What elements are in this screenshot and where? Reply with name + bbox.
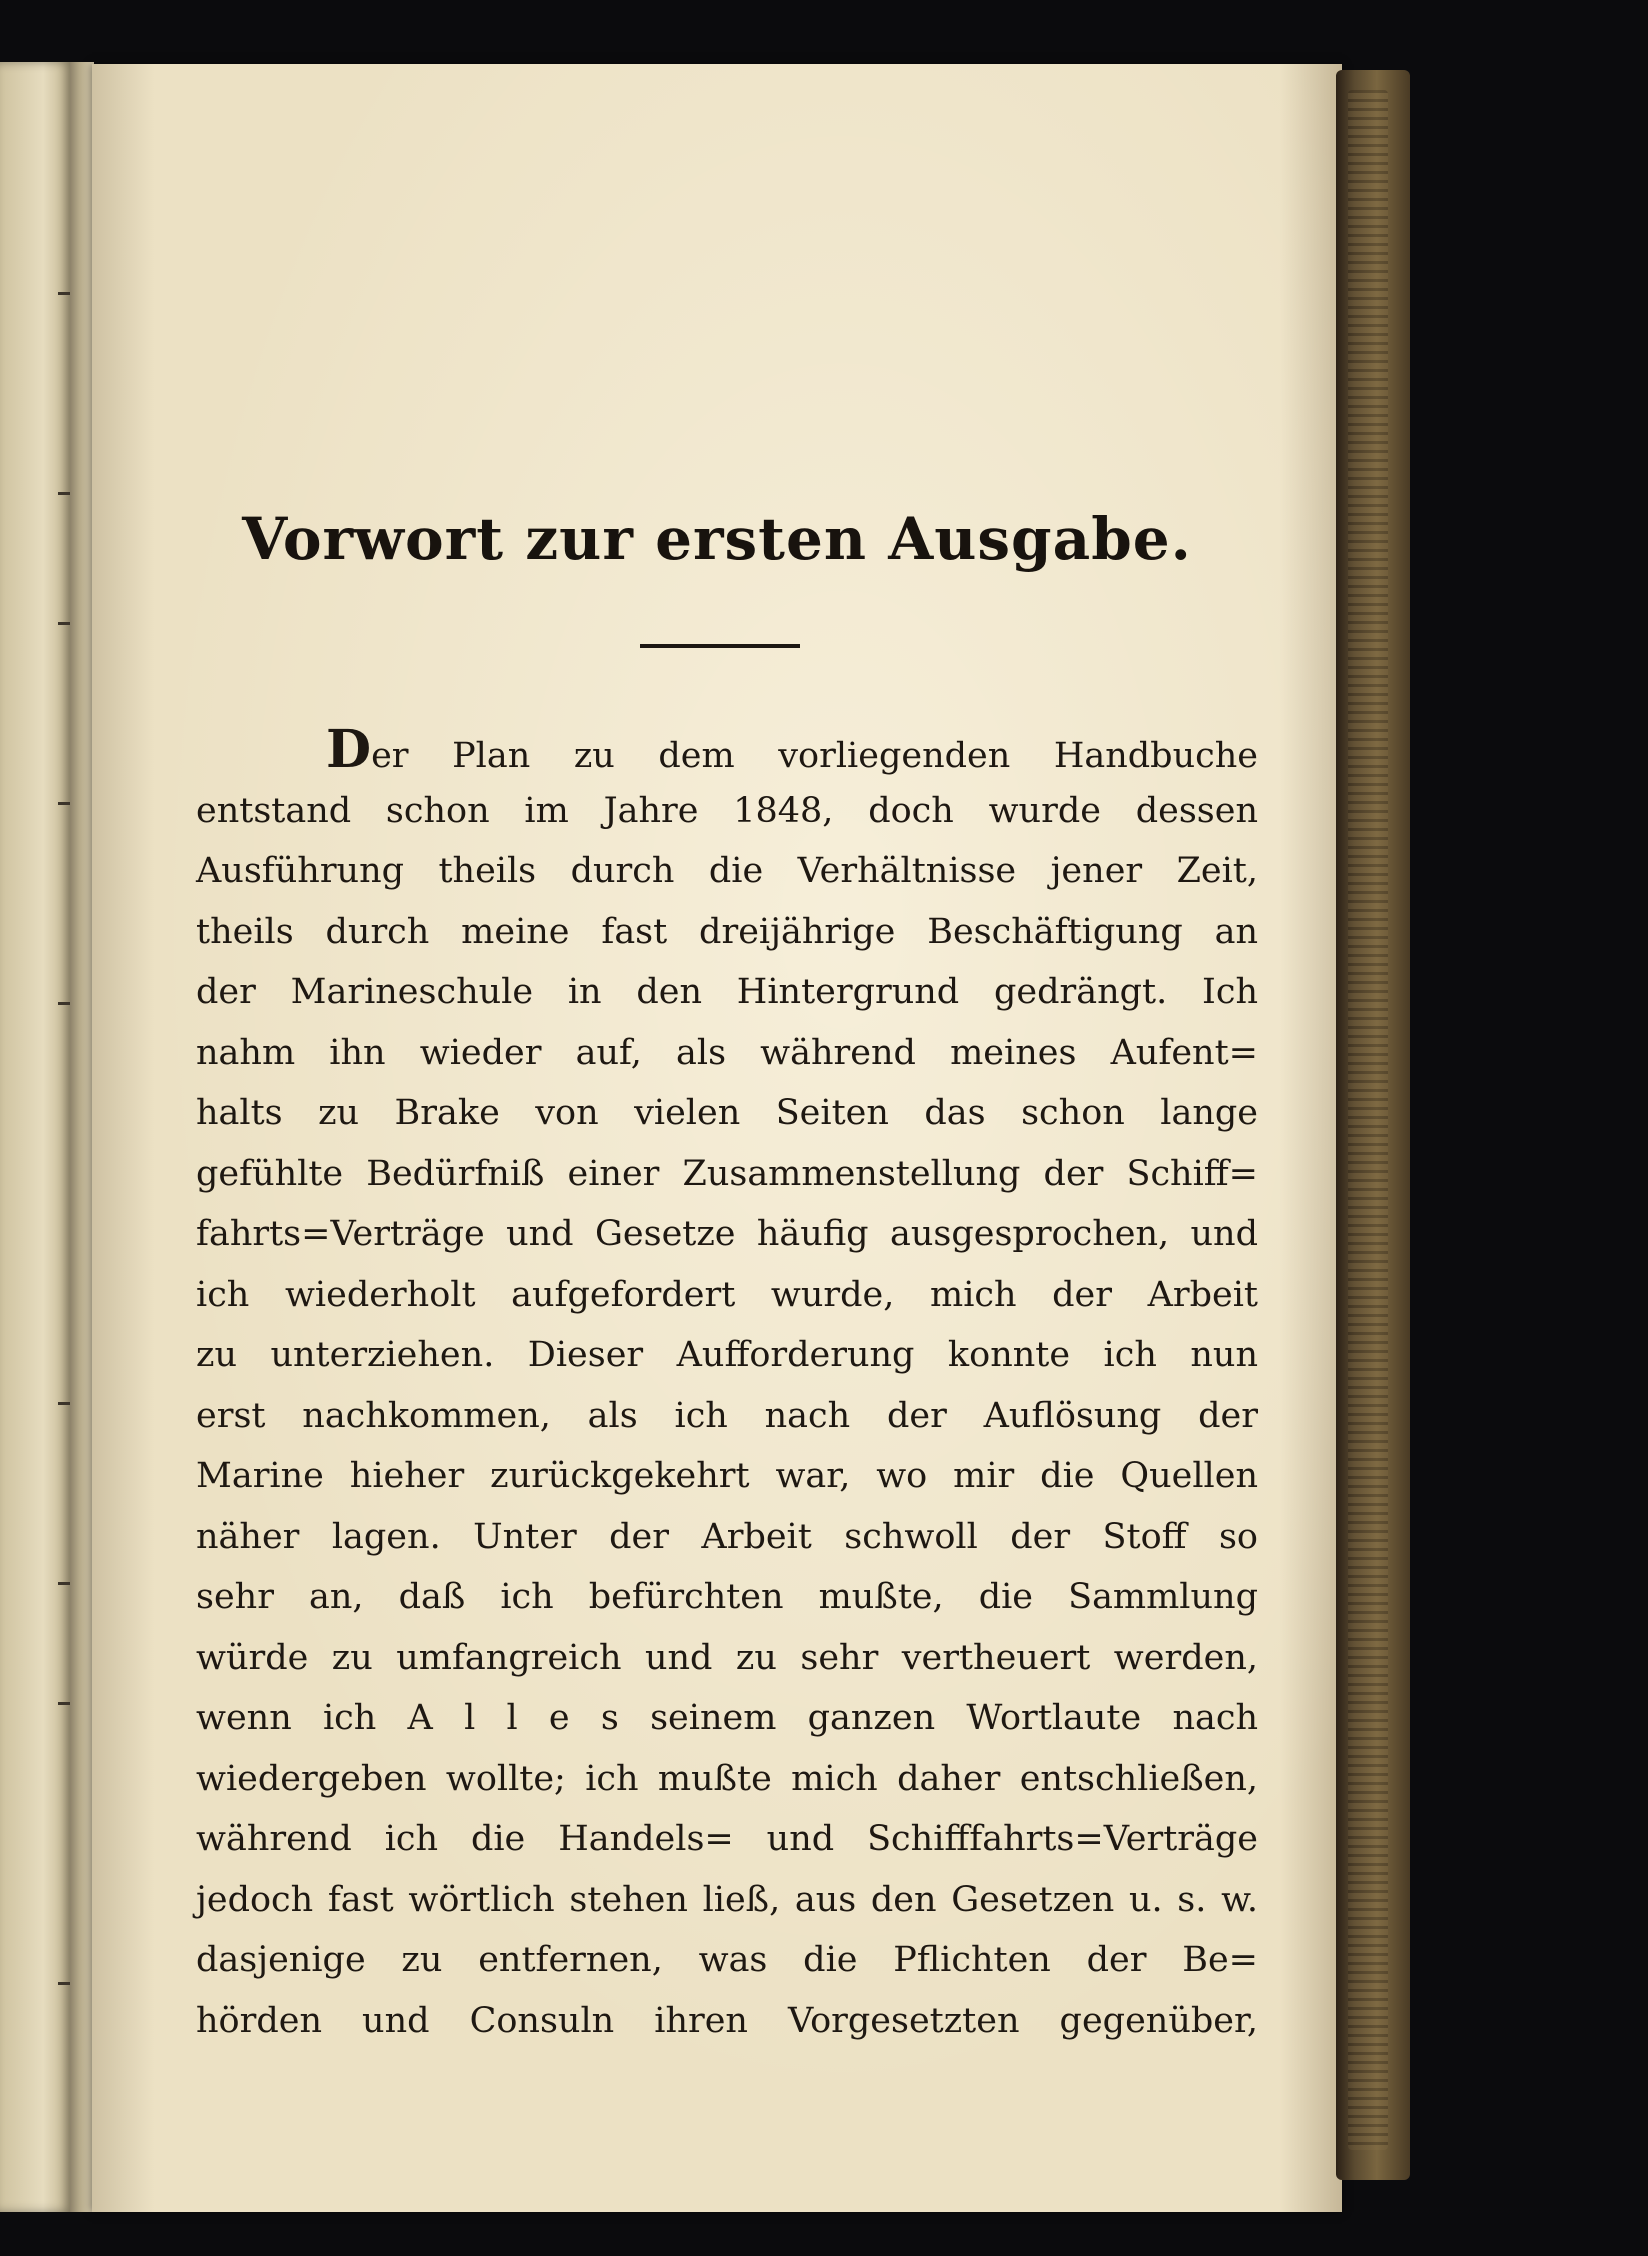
text-line: sehr an, daß ich befürchten mußte, die Sammlung	[196, 1577, 1258, 1617]
first-line-text: er Plan zu dem vorliegenden Handbuche	[371, 736, 1258, 776]
text-line: Marine hieher zurückgekehrt war, wo mir die Quellen	[196, 1456, 1258, 1496]
text-line: fahrts=Verträge und Gesetze häufig ausgesprochen, und	[196, 1214, 1258, 1254]
book-spine-edge	[1336, 70, 1410, 2180]
text-line: ich wiederholt aufgefordert wurde, mich der Arbeit	[196, 1274, 1258, 1315]
text-line: zu unterziehen. Dieser Aufforderung konnte ich nun	[196, 1335, 1258, 1375]
text-line-first	[196, 720, 1258, 781]
text-line: theils durch meine fast dreijährige Beschäftigung an	[196, 911, 1258, 952]
drop-cap: D	[326, 719, 372, 780]
text-line: während ich die Handels= und Schifffahrts=Verträge	[196, 1819, 1258, 1859]
text-line: würde zu umfangreich und zu sehr vertheuert werden,	[196, 1637, 1258, 1678]
text-line: wiedergeben wollte; ich mußte mich daher entschließen,	[196, 1758, 1258, 1799]
text-line: entstand schon im Jahre 1848, doch wurde dessen	[196, 790, 1258, 831]
text-line: näher lagen. Unter der Arbeit schwoll der Stoff so	[196, 1516, 1258, 1557]
text-line: nahm ihn wieder auf, als während meines Aufent=	[196, 1032, 1258, 1073]
text-line: gefühlte Bedürfniß einer Zusammenstellung der Schiff=	[196, 1153, 1258, 1194]
text-line: dasjenige zu entfernen, was die Pflichten der Be=	[196, 1940, 1258, 1980]
text-line: der Marineschule in den Hintergrund gedrängt. Ich	[196, 972, 1258, 1012]
text-line: jedoch fast wörtlich stehen ließ, aus den Gesetzen u. s. w.	[196, 1879, 1258, 1920]
title-divider	[640, 644, 800, 648]
book-gutter	[70, 62, 94, 2212]
text-line: wenn ich A l l e s seinem ganzen Wortlaute nach	[196, 1698, 1258, 1738]
text-line: Ausführung theils durch die Verhältnisse jener Zeit,	[196, 851, 1258, 891]
body-text	[196, 720, 1258, 2051]
page-title: Vorwort zur ersten Ausgabe.	[242, 505, 1192, 573]
text-line: hörden und Consuln ihren Vorgesetzten gegenüber,	[196, 2000, 1258, 2041]
text-line: halts zu Brake von vielen Seiten das schon lange	[196, 1093, 1258, 1133]
text-line: erst nachkommen, als ich nach der Auflösung der	[196, 1395, 1258, 1436]
left-page-edge	[0, 62, 72, 2212]
